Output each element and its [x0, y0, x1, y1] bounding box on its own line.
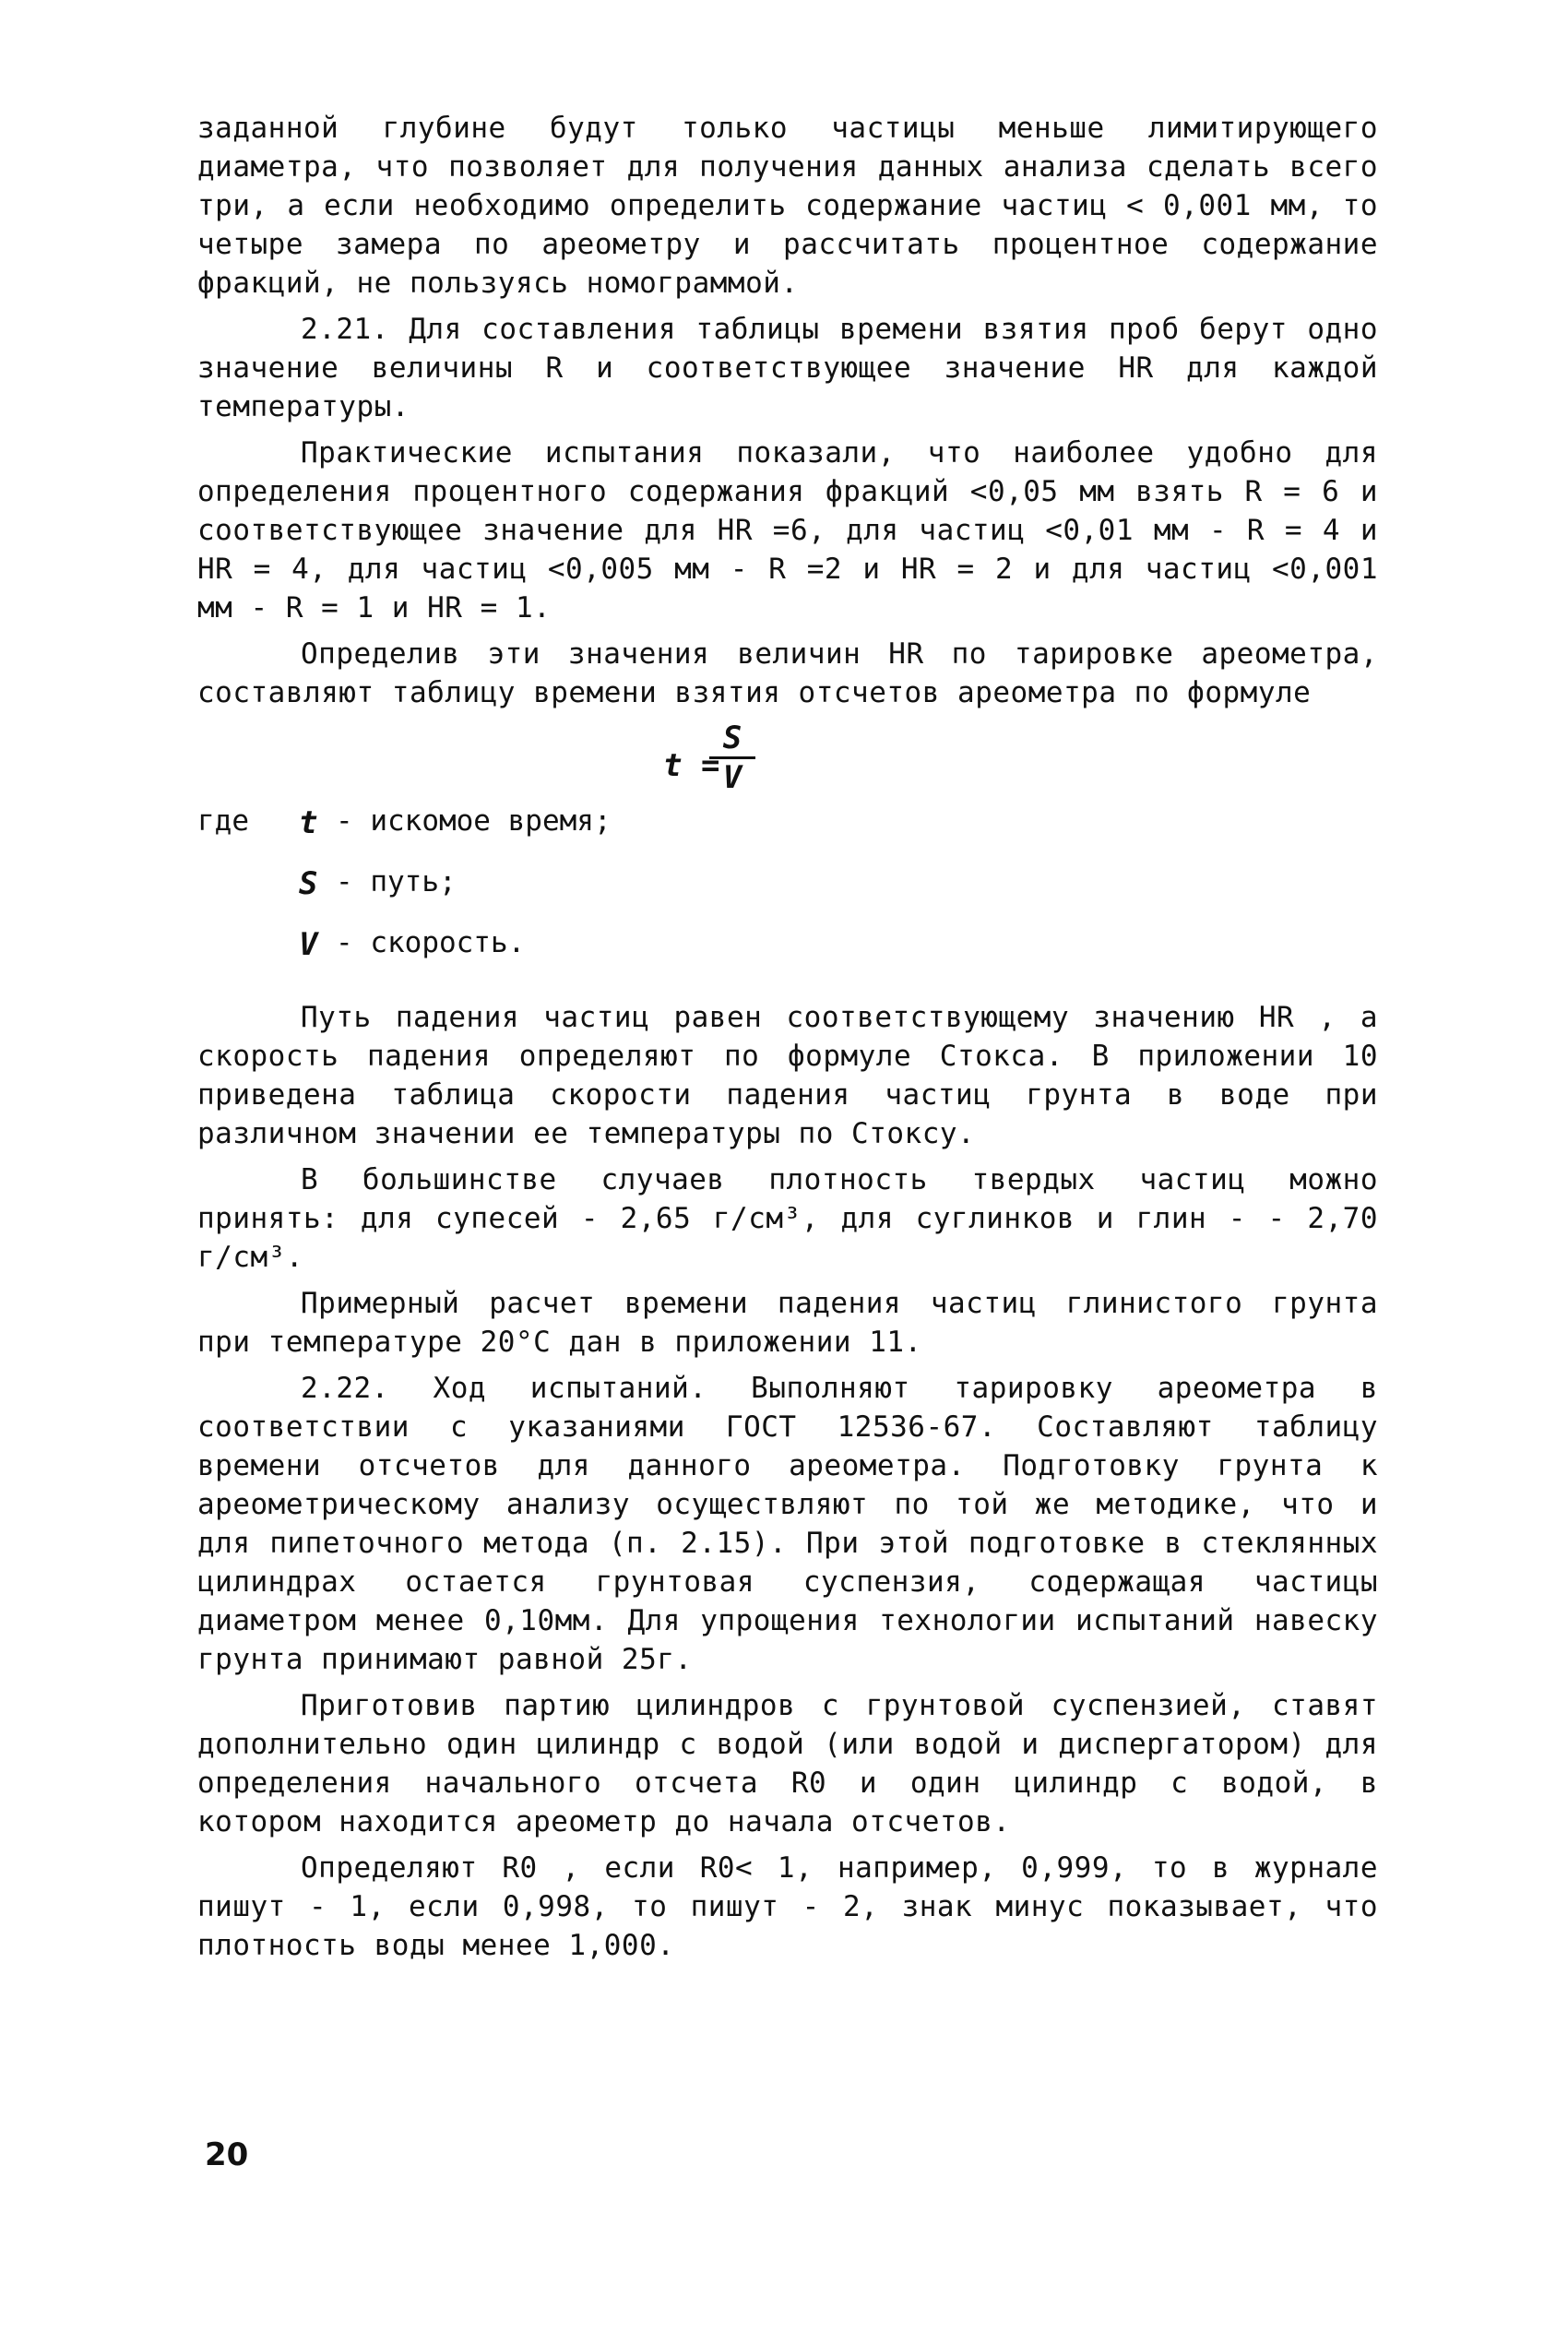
formula-definitions — [197, 804, 1378, 998]
formula-denominator: V — [722, 759, 742, 796]
definition-symbol: V — [299, 926, 318, 963]
stokes-time-formula — [197, 720, 1378, 804]
definition-desc: - путь; — [336, 865, 457, 898]
paragraph-cylinders: Приготовив партию цилиндров с грунтовой суспензией, ставят дополнительно один цилиндр с водой (или водой и диспергатором) для определения начального отсчета R0 и один цилиндр с водой, в котором находится ареометр до начала отсчетов. — [197, 1689, 1378, 1838]
definition-s — [197, 865, 1028, 904]
definition-where: где — [197, 804, 249, 838]
paragraph-2-22: 2.22. Ход испытаний. Выполняют тарировку ареометра в соответствии с указаниями ГОСТ 12536-67. Составляют таблицу времени отсчетов для данного ареометра. Подготовку грунта к ареометрическому анализу осуществляют по той же методике, что и для пипеточного метода (п. 2.15). При этой подготовке в стеклянных цилиндрах остается грунтовая суспензия, содержащая частицы диаметром менее 0,10мм. Для упрощения технологии испытаний навеску грунта принимают равной 25г. — [197, 1372, 1378, 1676]
paragraph-r0: Определяют R0 , если R0< 1, например, 0,999, то в журнале пишут - 1, если 0,998, то пишут - 2, знак минус показывает, что плотность воды менее 1,000. — [197, 1851, 1378, 1962]
definition-symbol: t — [299, 804, 318, 841]
definition-desc: - скорость. — [336, 926, 526, 959]
definition-t — [197, 804, 1028, 843]
paragraph-fall-path: Путь падения частиц равен соответствующему значению HR , а скорость падения определяют по формуле Стокса. В приложении 10 приведена таблица скорости падения частиц грунта в воде при различном значении ее температуры по Стоксу. — [197, 1001, 1378, 1150]
paragraph-2-21: 2.21. Для составления таблицы времени взятия проб берут одно значение величины R и соответствующее значение HR для каждой температуры. — [197, 313, 1378, 423]
page-number: 20 — [205, 2136, 249, 2173]
paragraph-practical-tests: Практические испытания показали, что наиболее удобно для определения процентного содержания фракций <0,05 мм взять R = 6 и соответствующее значение для HR =6, для частиц <0,01 мм - R = 4 и HR = 4, для частиц <0,005 мм - R =2 и HR = 2 и для частиц <0,001 мм - R = 1 и HR = 1. — [197, 436, 1378, 625]
paragraph-density: В большинстве случаев плотность твердых частиц можно принять: для супесей - 2,65 г/см³, для суглинков и глин - - 2,70 г/см³. — [197, 1163, 1378, 1274]
paragraph-example-calc: Примерный расчет времени падения частиц глинистого грунта при температуре 20°С дан в приложении 11. — [197, 1287, 1378, 1359]
formula-lhs: t = — [663, 747, 720, 784]
formula-numerator: S — [709, 720, 755, 759]
definition-v — [197, 926, 1028, 965]
definition-desc: - искомое время; — [336, 804, 612, 838]
definition-symbol: S — [299, 865, 318, 902]
formula-fraction — [709, 720, 755, 796]
paragraph-formula-intro: Определив эти значения величин HR по тарировке ареометра, составляют таблицу времени взятия отсчетов ареометра по формуле — [197, 637, 1378, 709]
paragraph-1: заданной глубине будут только частицы меньше лимитирующего диаметра, что позволяет для получения данных анализа сделать всего три, а если необходимо определить содержание частиц < 0,001 мм, то четыре замера по ареометру и рассчитать процентное содержание фракций, не пользуясь номограммой. — [197, 112, 1378, 300]
page-body — [197, 109, 1378, 1972]
